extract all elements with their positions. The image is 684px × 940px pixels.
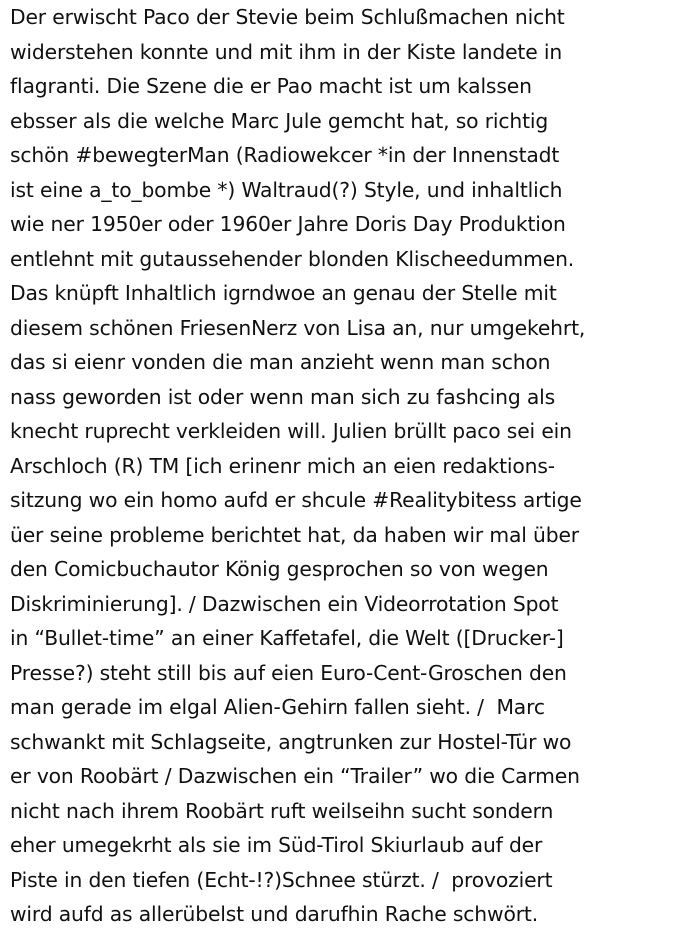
text-line: Der erwischt Paco der Stevie beim Schlußmachen nicht bbox=[10, 5, 565, 29]
text-line: das si eienr vonden die man anzieht wenn man schon bbox=[10, 350, 551, 374]
text-line: Das knüpft Inhaltlich igrndwoe an genau der Stelle mit bbox=[10, 281, 557, 305]
text-line: flagranti. Die Szene die er Pao macht ist um kalssen bbox=[10, 74, 532, 98]
text-line: Piste in den tiefen (Echt-!?)Schnee stürzt. / provoziert bbox=[10, 867, 553, 892]
text-line: ist eine a_to_bombe *) Waltraud(?) Style, und inhaltlich bbox=[10, 177, 563, 202]
text-line: entlehnt mit gutaussehender blonden Klischeedummen. bbox=[10, 246, 575, 271]
text-line: er von Roobärt / Dazwischen ein “Trailer” wo die Carmen bbox=[10, 764, 580, 788]
text-line: widerstehen konnte und mit ihm in der Kiste landete in bbox=[10, 39, 563, 64]
text-line: Diskriminierung]. / Dazwischen ein Videorrotation Spot bbox=[10, 591, 559, 616]
text-line: nicht nach ihrem Roobärt ruft weilseihn sucht sondern bbox=[10, 798, 554, 823]
text-line: schwankt mit Schlagseite, angtrunken zur Hostel-Tür wo bbox=[10, 729, 572, 754]
text-line: in “Bullet-time” an einer Kaffetafel, die Welt ([Drucker-] bbox=[10, 626, 564, 650]
text-line: schön #bewegterMan (Radiowekcer *in der Innenstadt bbox=[10, 143, 560, 167]
text-line: eher umegekrht als sie im Süd-Tirol Skiurlaub auf der bbox=[10, 833, 543, 857]
text-line: diesem schönen FriesenNerz von Lisa an, nur umgekehrt, bbox=[10, 315, 586, 340]
text-line: ebsser als die welche Marc Jule gemcht hat, so richtig bbox=[10, 108, 549, 133]
text-line: knecht ruprecht verkleiden will. Julien brüllt paco sei ein bbox=[10, 419, 572, 443]
text-line: Presse?) steht still bis auf eien Euro-Cent-Groschen den bbox=[10, 660, 567, 685]
text-line: wie ner 1950er oder 1960er Jahre Doris Day Produktion bbox=[10, 212, 566, 236]
text-line: nass geworden ist oder wenn man sich zu fashcing als bbox=[10, 384, 556, 409]
text-line: wird aufd as allerübelst und darufhin Rache schwört. bbox=[10, 902, 538, 926]
text-line: sitzung wo ein homo aufd er shcule #Realitybitess artige bbox=[10, 488, 582, 512]
text-line: den Comicbuchautor König gesprochen so von wegen bbox=[10, 557, 549, 581]
text-line: man gerade im elgal Alien-Gehirn fallen sieht. / Marc bbox=[10, 695, 545, 719]
text-line: Arschloch (R) TM [ich erinenr mich an eien redaktions- bbox=[10, 453, 555, 478]
text-line: üer seine probleme berichtet hat, da haben wir mal über bbox=[10, 522, 579, 547]
document-page bbox=[10, 0, 684, 940]
